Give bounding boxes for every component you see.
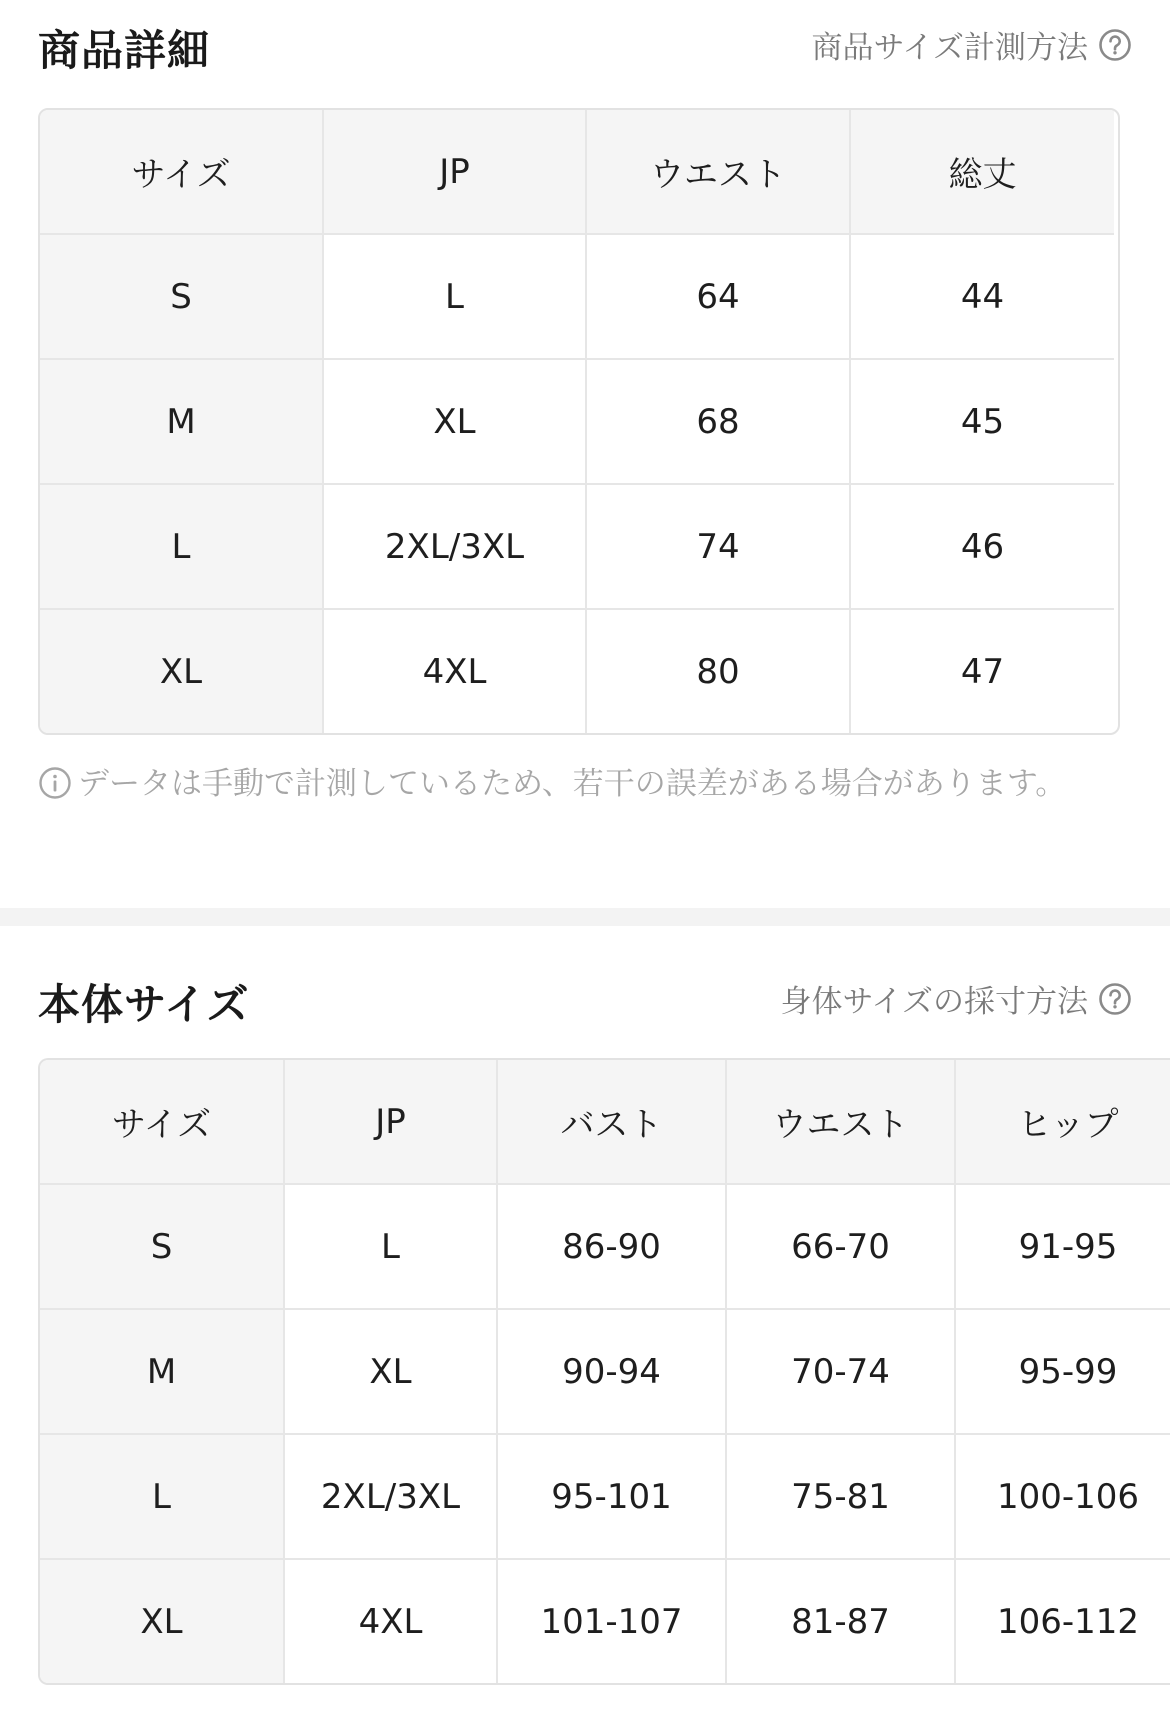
- cell-jp: 2XL/3XL: [323, 484, 586, 609]
- table-header-row: [40, 1060, 1170, 1184]
- cell-length: 45: [850, 359, 1114, 484]
- header-length: 総丈: [850, 110, 1114, 234]
- cell-size: M: [40, 1309, 284, 1434]
- header-waist: ウエスト: [726, 1060, 955, 1184]
- header-jp: JP: [323, 110, 586, 234]
- cell-jp: L: [284, 1184, 497, 1309]
- table-row: [40, 1309, 1170, 1434]
- cell-waist: 68: [586, 359, 850, 484]
- question-circle-icon: [1098, 28, 1132, 62]
- header-bust: バスト: [497, 1060, 726, 1184]
- cell-jp: XL: [323, 359, 586, 484]
- cell-bust: 101-107: [497, 1559, 726, 1683]
- header-jp: JP: [284, 1060, 497, 1184]
- cell-waist: 64: [586, 234, 850, 359]
- cell-waist: 70-74: [726, 1309, 955, 1434]
- info-circle-icon: [38, 766, 72, 800]
- cell-jp: XL: [284, 1309, 497, 1434]
- cell-waist: 75-81: [726, 1434, 955, 1559]
- body-size-table: [38, 1058, 1170, 1685]
- body-size-title: 本体サイズ: [38, 980, 250, 1029]
- cell-waist: 80: [586, 609, 850, 733]
- table-row: [40, 1434, 1170, 1559]
- table-row: [40, 234, 1114, 359]
- header-waist: ウエスト: [586, 110, 850, 234]
- cell-hip: 91-95: [955, 1184, 1170, 1309]
- cell-waist: 81-87: [726, 1559, 955, 1683]
- cell-length: 46: [850, 484, 1114, 609]
- cell-jp: L: [323, 234, 586, 359]
- question-circle-icon: [1098, 982, 1132, 1016]
- product-details-title: 商品詳細: [38, 26, 211, 75]
- cell-size: L: [40, 484, 323, 609]
- product-size-measure-link[interactable]: [811, 22, 1132, 67]
- cell-size: M: [40, 359, 323, 484]
- cell-bust: 90-94: [497, 1309, 726, 1434]
- product-size-measure-label: 商品サイズ計測方法: [811, 30, 1088, 66]
- cell-size: XL: [40, 1559, 284, 1683]
- product-details-table: [38, 108, 1120, 735]
- table-row: [40, 609, 1114, 733]
- cell-size: S: [40, 234, 323, 359]
- cell-hip: 95-99: [955, 1309, 1170, 1434]
- cell-jp: 4XL: [284, 1559, 497, 1683]
- table-row: [40, 359, 1114, 484]
- cell-bust: 95-101: [497, 1434, 726, 1559]
- cell-length: 47: [960, 651, 1005, 692]
- header-hip: ヒップ: [955, 1060, 1170, 1184]
- header-size: サイズ: [40, 110, 323, 234]
- table-row: [40, 1559, 1170, 1683]
- table-header-row: [40, 110, 1114, 234]
- cell-hip: 106-112: [996, 1601, 1140, 1642]
- body-size-measure-label: 身体サイズの採寸方法: [780, 984, 1088, 1020]
- body-size-measure-link[interactable]: [780, 976, 1132, 1021]
- cell-jp: 2XL/3XL: [284, 1434, 497, 1559]
- table-row: [40, 1184, 1170, 1309]
- header-size: サイズ: [40, 1060, 284, 1184]
- cell-length: 44: [850, 234, 1114, 359]
- cell-size: L: [40, 1434, 284, 1559]
- cell-waist: 74: [586, 484, 850, 609]
- cell-jp: 4XL: [323, 609, 586, 733]
- body-size-section: [0, 926, 1170, 1718]
- cell-waist: 66-70: [726, 1184, 955, 1309]
- table-row: [40, 484, 1114, 609]
- cell-size: S: [40, 1184, 284, 1309]
- cell-size: XL: [40, 609, 323, 733]
- measurement-note: [38, 760, 1128, 808]
- measurement-note-text: データは手動で計測しているため、若干の誤差がある場合があります。: [78, 766, 1067, 802]
- cell-hip: 100-106: [955, 1434, 1170, 1559]
- section-divider: [0, 908, 1170, 926]
- cell-bust: 86-90: [497, 1184, 726, 1309]
